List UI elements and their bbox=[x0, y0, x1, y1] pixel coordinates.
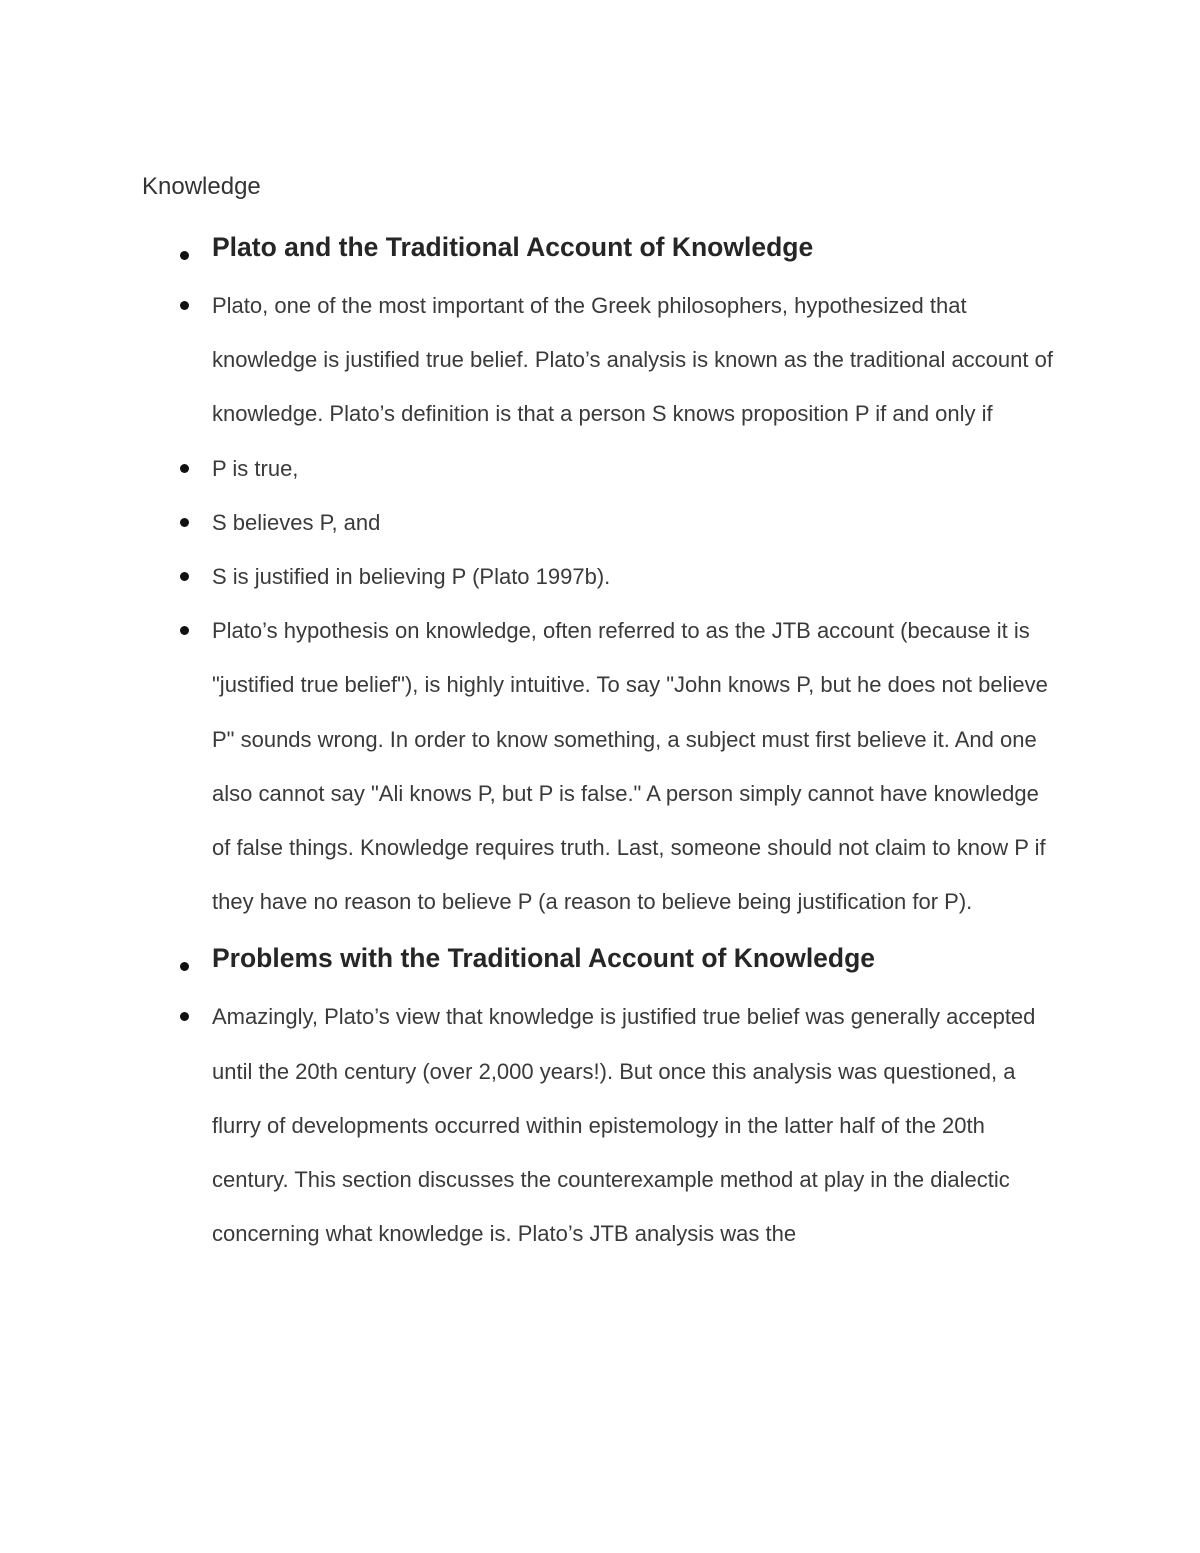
bullet-icon bbox=[180, 301, 189, 310]
bullet-icon bbox=[180, 251, 189, 260]
bullet-icon bbox=[180, 572, 189, 581]
list-item-text: Plato, one of the most important of the Greek philosophers, hypothesized that knowledge is justified true belief. Plato’s analysis is known as the traditional account of knowledge. Plato’s definition is that a person S knows proposition P if and only if bbox=[212, 293, 1053, 427]
section-heading-problems-traditional-account bbox=[212, 938, 1062, 978]
list-item bbox=[212, 604, 1062, 929]
list-item bbox=[212, 496, 1062, 550]
bullet-icon bbox=[180, 518, 189, 527]
list-item-text: Plato’s hypothesis on knowledge, often referred to as the JTB account (because it is "justified true belief"), is highly intuitive. To say "John knows P, but he does not believe P" sounds wrong. In order to know something, a subject must first believe it. And one also cannot say "Ali knows P, but P is false." A person simply cannot have knowledge of false things. Knowledge requires truth. Last, someone should not claim to know P if they have no reason to believe P (a reason to believe being justification for P). bbox=[212, 618, 1048, 915]
list-item bbox=[212, 990, 1062, 1261]
list-item-text: S believes P, and bbox=[212, 509, 381, 535]
bullet-icon bbox=[180, 1012, 189, 1021]
list-item bbox=[212, 442, 1062, 496]
section-heading-text: Plato and the Traditional Account of Knowledge bbox=[212, 232, 814, 262]
bullet-list bbox=[212, 227, 1062, 1270]
bullet-icon bbox=[180, 626, 189, 635]
bullet-icon bbox=[180, 962, 189, 971]
list-item bbox=[212, 279, 1062, 442]
document-title: Knowledge bbox=[142, 173, 261, 200]
list-item bbox=[212, 550, 1062, 604]
list-item-text: P is true, bbox=[212, 455, 299, 481]
bullet-icon bbox=[180, 464, 189, 473]
list-item-text: Amazingly, Plato’s view that knowledge is justified true belief was generally accepted until the 20th century (over 2,000 years!). But once this analysis was questioned, a flurry of developments occurred within epistemology in the latter half of the 20th century. This section discusses the counterexample method at play in the dialectic concerning what knowledge is. Plato’s JTB analysis was the bbox=[212, 1004, 1036, 1247]
list-item-text: S is justified in believing P (Plato 1997b). bbox=[212, 564, 611, 590]
section-heading-text: Problems with the Traditional Account of Knowledge bbox=[212, 943, 876, 974]
section-heading-plato-traditional-account bbox=[212, 227, 1062, 267]
